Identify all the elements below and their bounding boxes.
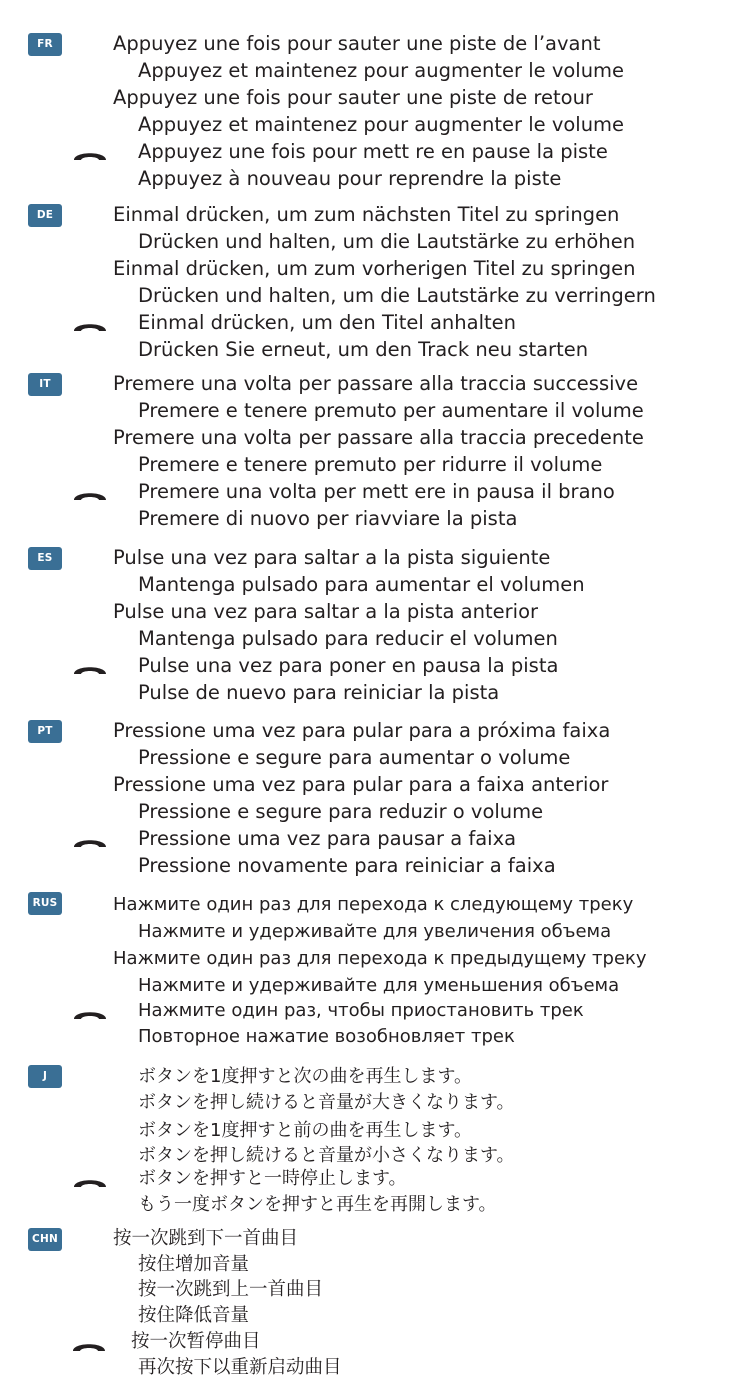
- phone-handset-icon: [73, 148, 107, 162]
- instruction-line: Appuyez et maintenez pour augmenter le volume: [138, 59, 625, 82]
- instruction-line: Drücken und halten, um die Lautstärke zu erhöhen: [138, 230, 636, 253]
- phone-handset-icon: [73, 1007, 107, 1021]
- instruction-line: Pulse una vez para saltar a la pista anterior: [113, 600, 539, 623]
- language-badge-de: DE: [28, 204, 62, 227]
- instruction-line: Premere una volta per passare alla traccia successive: [113, 372, 639, 395]
- instruction-line: Pressione novamente para reiniciar a faixa: [138, 854, 556, 877]
- instruction-line: Appuyez une fois pour sauter une piste de retour: [113, 86, 593, 109]
- instruction-line: Premere una volta per mett ere in pausa il brano: [138, 480, 615, 503]
- instruction-line: もう一度ボタンを押すと再生を再開します。: [138, 1194, 497, 1215]
- instruction-line: Pressione uma vez para pausar a faixa: [138, 827, 517, 850]
- instruction-line: 按一次跳到上一首曲目: [138, 1279, 324, 1300]
- instruction-line: Pulse una vez para poner en pausa la pista: [138, 654, 559, 677]
- language-badge-es: ES: [28, 547, 62, 570]
- instruction-line: Appuyez une fois pour sauter une piste de l’avant: [113, 32, 601, 55]
- instruction-line: Нажмите один раз, чтобы приостановить трек: [138, 1000, 584, 1021]
- language-badge-chn: CHN: [28, 1228, 62, 1251]
- instruction-line: ボタンを1度押すと前の曲を再生します。: [138, 1120, 473, 1141]
- instruction-line: Premere di nuovo per riavviare la pista: [138, 507, 518, 530]
- instruction-line: Drücken und halten, um die Lautstärke zu verringern: [138, 284, 656, 307]
- instruction-line: Einmal drücken, um zum nächsten Titel zu springen: [113, 203, 620, 226]
- instruction-line: Appuyez une fois pour mett re en pause la piste: [138, 140, 608, 163]
- instruction-line: Pressione uma vez para pular para a próxima faixa: [113, 719, 611, 742]
- instruction-line: 按一次暂停曲目: [131, 1331, 261, 1352]
- instruction-line: 再次按下以重新启动曲目: [138, 1357, 342, 1378]
- instruction-line: Нажмите один раз для перехода к предыдущему треку: [113, 948, 647, 969]
- instruction-line: ボタンを1度押すと次の曲を再生します。: [138, 1066, 473, 1087]
- language-badge-rus: RUS: [28, 892, 62, 915]
- phone-handset-icon: [73, 319, 107, 333]
- instruction-line: Pulse de nuevo para reiniciar la pista: [138, 681, 500, 704]
- language-badge-it: IT: [28, 373, 62, 396]
- instruction-line: Einmal drücken, um zum vorherigen Titel zu springen: [113, 257, 636, 280]
- instruction-line: ボタンを押すと一時停止します。: [138, 1168, 407, 1189]
- instruction-line: Pressione e segure para aumentar o volume: [138, 746, 571, 769]
- instruction-line: ボタンを押し続けると音量が大きくなります。: [138, 1092, 515, 1113]
- instruction-line: 按一次跳到下一首曲目: [113, 1228, 299, 1249]
- instruction-line: Premere e tenere premuto per aumentare il volume: [138, 399, 644, 422]
- instruction-line: Mantenga pulsado para reducir el volumen: [138, 627, 558, 650]
- phone-handset-icon: [72, 1339, 106, 1353]
- phone-handset-icon: [73, 488, 107, 502]
- language-badge-j: J: [28, 1065, 62, 1088]
- instruction-line: Drücken Sie erneut, um den Track neu starten: [138, 338, 589, 361]
- instruction-line: 按住增加音量: [138, 1254, 250, 1275]
- instruction-line: Premere e tenere premuto per ridurre il volume: [138, 453, 603, 476]
- language-badge-fr: FR: [28, 33, 62, 56]
- phone-handset-icon: [73, 662, 107, 676]
- instruction-line: 按住降低音量: [138, 1305, 250, 1326]
- instruction-line: Нажмите и удерживайте для уменьшения объема: [138, 975, 620, 996]
- instruction-line: Повторное нажатие возобновляет трек: [138, 1026, 515, 1047]
- instruction-line: Mantenga pulsado para aumentar el volumen: [138, 573, 585, 596]
- instruction-line: Appuyez et maintenez pour augmenter le volume: [138, 113, 625, 136]
- instruction-line: Pressione uma vez para pular para a faixa anterior: [113, 773, 609, 796]
- instruction-line: Premere una volta per passare alla traccia precedente: [113, 426, 644, 449]
- instruction-line: Einmal drücken, um den Titel anhalten: [138, 311, 516, 334]
- language-badge-pt: PT: [28, 720, 62, 743]
- instruction-line: Нажмите один раз для перехода к следующему треку: [113, 894, 634, 915]
- phone-handset-icon: [73, 835, 107, 849]
- instruction-line: ボタンを押し続けると音量が小さくなります。: [138, 1145, 515, 1166]
- phone-handset-icon: [73, 1175, 107, 1189]
- instruction-line: Appuyez à nouveau pour reprendre la piste: [138, 167, 562, 190]
- instruction-line: Pulse una vez para saltar a la pista siguiente: [113, 546, 551, 569]
- instruction-line: Нажмите и удерживайте для увеличения объема: [138, 921, 612, 942]
- instruction-line: Pressione e segure para reduzir o volume: [138, 800, 544, 823]
